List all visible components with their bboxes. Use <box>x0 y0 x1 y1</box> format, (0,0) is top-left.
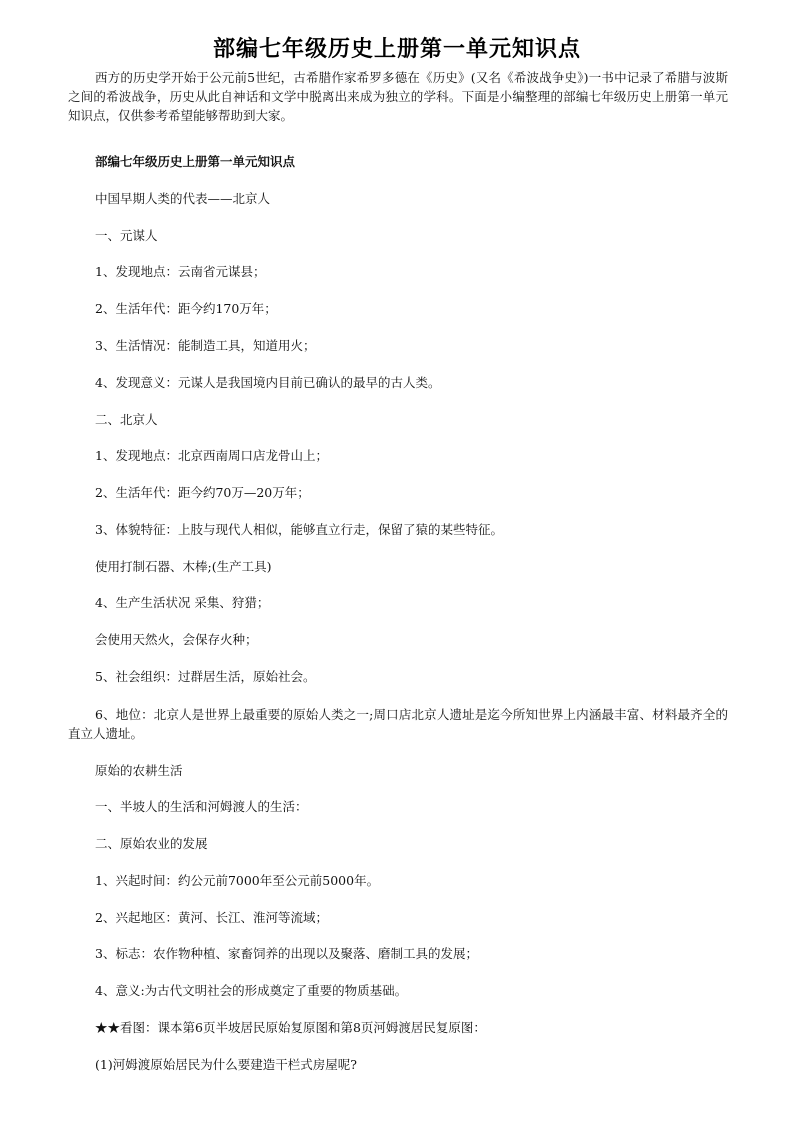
yuanmou-item-4: 4、发现意义：元谋人是我国境内目前已确认的最早的古人类。 <box>95 375 441 390</box>
farming-heading-2: 二、原始农业的发展 <box>95 836 208 851</box>
page-title: 部编七年级历史上册第一单元知识点 <box>212 37 581 62</box>
yuanmou-item-2: 2、生活年代：距今约170万年； <box>95 301 277 316</box>
intro-paragraph: 西方的历史学开始于公元前5世纪，古希腊作家希罗多德在《历史》(又名《希波战争史》)一书中记录了希腊与波斯之间的希波战争，历史从此自神话和文学中脱离出来成为独立的学科。下面是小编整理的部编七年级历史上册第一单元知识点，仅供参考希望能够帮助到大家。 <box>68 70 728 123</box>
farming-item-1: 1、兴起时间：约公元前7000年至公元前5000年。 <box>95 873 380 888</box>
section-heading-farming: 原始的农耕生活 <box>95 763 183 778</box>
beijing-tools: 使用打制石器、木棒;(生产工具) <box>95 559 272 574</box>
question-1: (1)河姆渡原始居民为什么要建造干栏式房屋呢? <box>95 1057 357 1072</box>
beijing-item-1: 1、发现地点：北京西南周口店龙骨山上； <box>95 448 328 463</box>
farming-item-3: 3、标志：农作物种植、家畜饲养的出现以及聚落、磨制工具的发展； <box>95 946 478 961</box>
yuanmou-item-3: 3、生活情况：能制造工具，知道用火； <box>95 338 316 353</box>
subtitle: 部编七年级历史上册第一单元知识点 <box>95 154 296 169</box>
beijing-item-6: 6、地位：北京人是世界上最重要的原始人类之一;周口店北京人遗址是迄今所知世界上内涵最丰富、材料最齐全的直立人遗址。 <box>68 707 728 741</box>
yuanmou-item-1: 1、发现地点：云南省元谋县； <box>95 264 266 279</box>
section-heading-beijing-man: 中国早期人类的代表——北京人 <box>95 191 271 206</box>
farming-heading-1: 一、半坡人的生活和河姆渡人的生活： <box>95 799 308 814</box>
beijing-heading: 二、北京人 <box>95 412 158 427</box>
beijing-item-4: 4、生产生活状况 采集、狩猎； <box>95 595 270 610</box>
farming-item-2: 2、兴起地区：黄河、长江、淮河等流域； <box>95 910 328 925</box>
picture-note: ★★看图：课本第6页半坡居民原始复原图和第8页河姆渡居民复原图： <box>95 1020 486 1035</box>
yuanmou-heading: 一、元谋人 <box>95 228 158 243</box>
beijing-item-5: 5、社会组织：过群居生活，原始社会。 <box>95 669 316 684</box>
beijing-item-3: 3、体貌特征：上肢与现代人相似，能够直立行走，保留了猿的某些特征。 <box>95 522 503 537</box>
farming-item-4: 4、意义:为古代文明社会的形成奠定了重要的物质基础。 <box>95 983 408 998</box>
beijing-item-2: 2、生活年代：距今约70万—20万年； <box>95 485 310 500</box>
beijing-fire: 会使用天然火，会保存火种； <box>95 632 258 647</box>
